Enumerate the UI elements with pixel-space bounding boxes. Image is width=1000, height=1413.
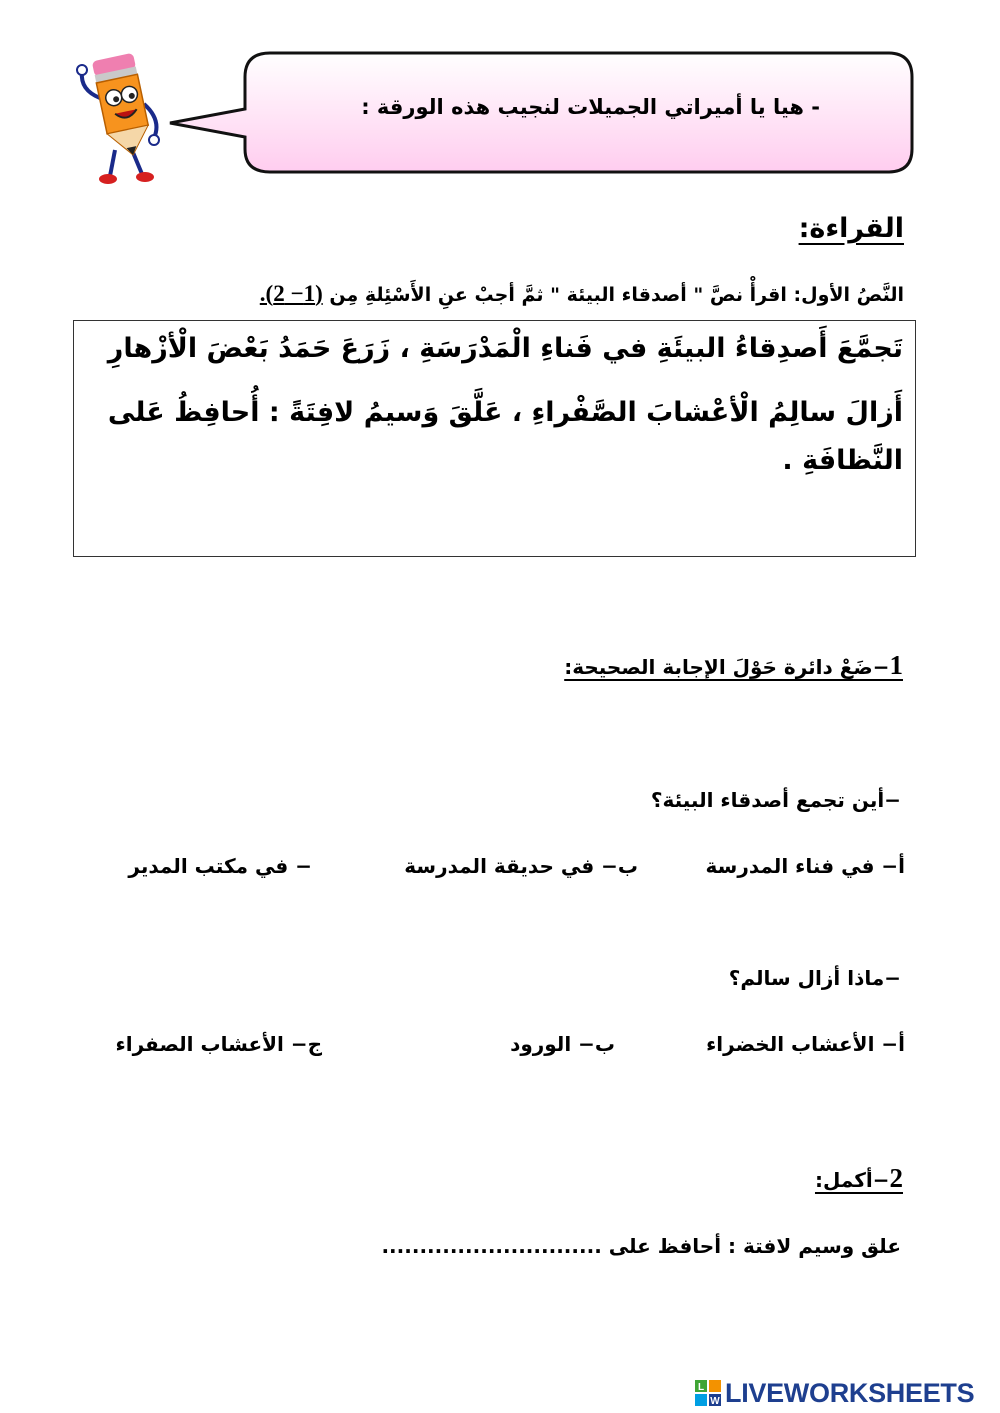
question1-title — [564, 650, 903, 681]
q1b-option-c[interactable]: ج− الأعشاب الصفراء — [115, 1032, 322, 1056]
liveworksheets-logo — [695, 1378, 974, 1408]
brand-name: LIVEWORKSHEETS — [725, 1377, 975, 1408]
instruction-question-range: (1− 2). — [259, 281, 323, 306]
passage-line: تَجمَّعَ أَصدِقاءُ البيئَةِ في فَناءِ الْمَدْرَسَةِ ، زَرَعَ حَمَدُ بَعْضَ الْأزْهارِ — [107, 333, 903, 364]
passage-line: أَزالَ سالِمُ الْأعْشابَ الصَّفْراءِ ، عَلَّقَ وَسيمُ لافِتَةً : أُحافِظُ عَلى — [107, 397, 903, 428]
passage-box — [73, 320, 916, 557]
question2-number: 2 — [889, 1163, 903, 1193]
question2-title-text: −أكمل: — [814, 1168, 890, 1192]
question1-number: 1 — [889, 650, 903, 680]
question1-title-text: −ضَعْ دائرة حَوْلَ الإجابة الصحيحة: — [564, 655, 890, 679]
logo-letter-w: W — [710, 1396, 720, 1406]
question2-title — [815, 1163, 903, 1194]
logo-letter-l: L — [697, 1382, 705, 1393]
liveworksheets-logo-icon — [695, 1380, 721, 1406]
complete-sentence[interactable]: علق وسيم لافتة : أحافظ على ............................. — [381, 1234, 901, 1258]
reading-title: القراءة: — [798, 213, 904, 244]
q1a-option-a[interactable]: أ− في فناء المدرسة — [705, 854, 905, 878]
question1b-text: −ماذا أزال سالم؟ — [728, 966, 901, 990]
passage-line: النَّظافَةِ . — [782, 445, 903, 476]
q1a-option-b[interactable]: ب− في حديقة المدرسة — [404, 854, 638, 878]
q1b-option-a[interactable]: أ− الأعشاب الخضراء — [706, 1032, 905, 1056]
bubble-text: - هيا يا أميراتي الجميلات لنجيب هذه الورقة : — [361, 95, 820, 119]
reading-instruction — [260, 281, 904, 307]
question1a-text: −أين تجمع أصدقاء البيئة؟ — [650, 788, 901, 812]
q1b-option-b[interactable]: ب− الورود — [510, 1032, 615, 1056]
instruction-text: النَّصُ الأول: اقرأْ نصَّ " أصدقاء البيئة " ثمَّ أجبْ عنِ الأَسْئِلةِ مِن — [329, 284, 904, 306]
q1a-option-c[interactable]: − في مكتب المدير — [128, 854, 312, 878]
pencil-mascot-icon — [70, 38, 170, 190]
